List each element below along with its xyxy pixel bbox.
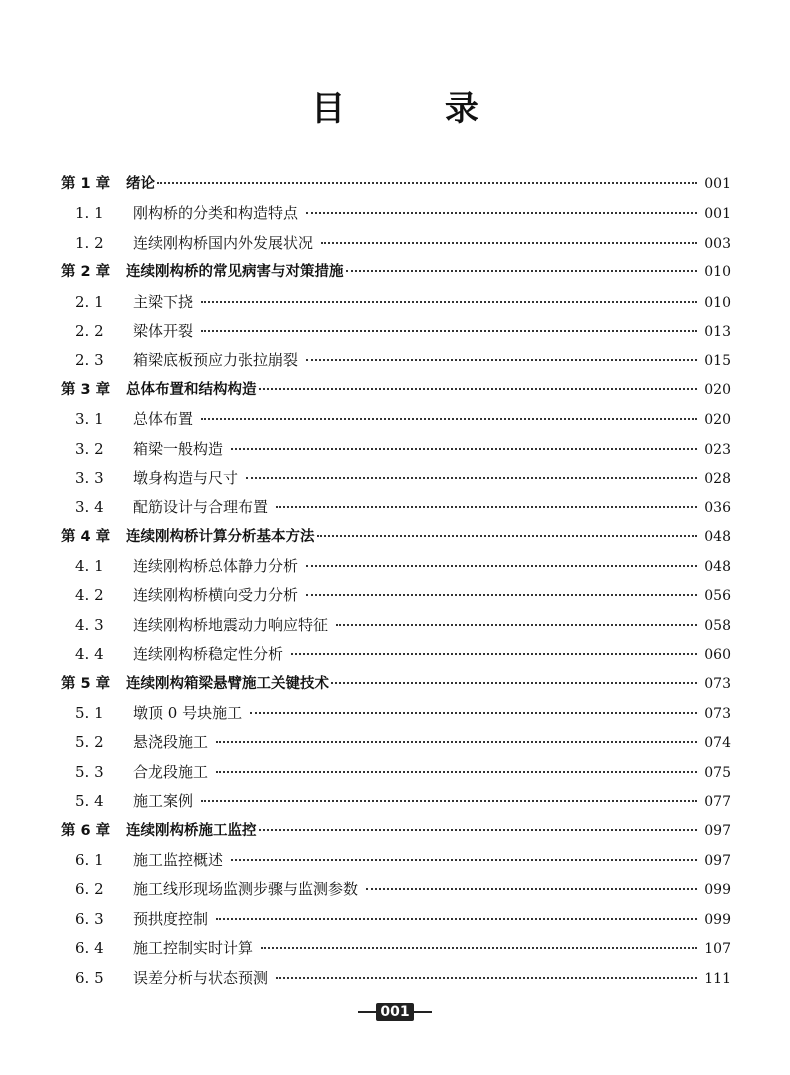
toc-entry-page: 097 (704, 852, 731, 869)
toc-entry-number: 1. 2 (75, 233, 104, 252)
footer-rule-left (358, 1011, 376, 1013)
toc-dot-leader (331, 682, 697, 684)
toc-section-entry[interactable] (61, 199, 731, 228)
toc-section-entry[interactable] (61, 317, 731, 346)
toc-dot-leader (259, 388, 698, 390)
toc-dot-leader (366, 888, 697, 890)
toc-dot-leader (317, 535, 698, 537)
toc-dot-leader (259, 829, 698, 831)
toc-entry-title: 总体布置和结构构造 (126, 381, 257, 398)
toc-entry-number: 第 6 章 (61, 822, 111, 839)
toc-section-entry[interactable] (61, 581, 731, 610)
toc-entry-number: 4. 3 (75, 615, 104, 634)
toc-entry-number: 1. 1 (75, 204, 104, 223)
toc-entry-page: 107 (704, 941, 731, 958)
toc-entry-title: 主梁下挠 (133, 292, 194, 311)
toc-section-entry[interactable] (61, 552, 731, 581)
toc-entry-page: 111 (704, 970, 731, 987)
toc-entry-title: 连续刚构桥总体静力分析 (133, 557, 299, 576)
toc-dot-leader (216, 741, 697, 743)
toc-entry-title: 总体布置 (133, 410, 194, 429)
toc-entry-page: 074 (704, 735, 731, 752)
toc-chapter-entry[interactable] (61, 376, 731, 405)
toc-entry-page: 003 (704, 235, 731, 252)
toc-entry-page: 077 (704, 794, 731, 811)
toc-entry-number: 5. 2 (75, 733, 104, 752)
toc-entry-page: 001 (704, 176, 731, 192)
footer-rule-right (414, 1011, 432, 1013)
toc-section-entry[interactable] (61, 964, 731, 993)
page-number-footer (0, 1003, 790, 1021)
toc-entry-page: 097 (704, 822, 731, 839)
toc-section-entry[interactable] (61, 405, 731, 434)
toc-dot-leader (306, 565, 697, 567)
toc-chapter-entry[interactable] (61, 258, 731, 287)
toc-entry-number: 4. 1 (75, 557, 104, 576)
toc-entry-page: 060 (704, 647, 731, 664)
toc-entry-page: 058 (704, 617, 731, 634)
toc-entry-number: 5. 1 (75, 704, 104, 723)
toc-section-entry[interactable] (61, 728, 731, 757)
toc-dot-leader (246, 477, 697, 479)
toc-entry-title: 合龙段施工 (133, 762, 209, 781)
toc-entry-number: 2. 3 (75, 351, 104, 370)
toc-chapter-entry[interactable] (61, 817, 731, 846)
toc-entry-number: 第 1 章 (61, 176, 111, 192)
toc-entry-number: 3. 2 (75, 439, 104, 458)
toc-entry-number: 6. 1 (75, 850, 104, 869)
toc-entry-title: 施工监控概述 (133, 850, 224, 869)
toc-entry-number: 第 3 章 (61, 381, 111, 398)
toc-entry-title: 连续刚构桥稳定性分析 (133, 645, 284, 664)
toc-entry-page: 015 (704, 353, 731, 370)
toc-entry-page: 048 (704, 528, 731, 545)
toc-entry-page: 010 (704, 294, 731, 311)
toc-entry-number: 6. 2 (75, 880, 104, 899)
toc-entry-title: 墩身构造与尺寸 (133, 468, 239, 487)
toc-dot-leader (306, 594, 697, 596)
toc-section-entry[interactable] (61, 493, 731, 522)
toc-entry-title: 刚构桥的分类和构造特点 (133, 204, 299, 223)
toc-section-entry[interactable] (61, 288, 731, 317)
toc-entry-number: 2. 2 (75, 321, 104, 340)
toc-dot-leader (276, 977, 697, 979)
toc-section-entry[interactable] (61, 640, 731, 669)
toc-entry-title: 预拱度控制 (133, 909, 209, 928)
toc-entry-title: 施工控制实时计算 (133, 939, 254, 958)
toc-chapter-entry[interactable] (61, 523, 731, 552)
toc-entry-title: 绪论 (126, 176, 155, 192)
toc-entry-number: 6. 5 (75, 968, 104, 987)
toc-section-entry[interactable] (61, 934, 731, 963)
toc-entry-title: 施工案例 (133, 792, 194, 811)
toc-entry-title: 连续刚构桥横向受力分析 (133, 586, 299, 605)
toc-dot-leader (201, 418, 697, 420)
toc-section-entry[interactable] (61, 905, 731, 934)
toc-entry-page: 001 (704, 206, 731, 223)
toc-dot-leader (306, 212, 697, 214)
toc-section-entry[interactable] (61, 435, 731, 464)
toc-entry-title: 悬浇段施工 (133, 733, 209, 752)
toc-section-entry[interactable] (61, 699, 731, 728)
toc-entry-page: 073 (704, 706, 731, 723)
toc-entry-title: 施工线形现场监测步骤与监测参数 (133, 880, 359, 899)
toc-section-entry[interactable] (61, 611, 731, 640)
table-of-contents (61, 170, 731, 993)
toc-entry-number: 3. 4 (75, 498, 104, 517)
toc-dot-leader (201, 330, 697, 332)
toc-section-entry[interactable] (61, 846, 731, 875)
toc-entry-title: 连续刚构桥施工监控 (126, 822, 257, 839)
toc-entry-title: 连续刚构桥地震动力响应特征 (133, 615, 329, 634)
toc-chapter-entry[interactable] (61, 670, 731, 699)
toc-entry-page: 028 (704, 470, 731, 487)
toc-dot-leader (231, 859, 697, 861)
toc-entry-number: 5. 4 (75, 792, 104, 811)
toc-dot-leader (216, 771, 697, 773)
toc-dot-leader (336, 624, 697, 626)
toc-entry-page: 099 (704, 911, 731, 928)
toc-entry-number: 3. 3 (75, 468, 104, 487)
toc-entry-page: 023 (704, 441, 731, 458)
toc-entry-page: 048 (704, 559, 731, 576)
page-number: 001 (376, 1003, 413, 1021)
toc-dot-leader (261, 947, 697, 949)
toc-section-entry[interactable] (61, 229, 731, 258)
toc-dot-leader (231, 448, 697, 450)
toc-entry-page: 020 (704, 412, 731, 429)
toc-dot-leader (201, 800, 697, 802)
toc-entry-page: 099 (704, 882, 731, 899)
toc-dot-leader (346, 270, 698, 272)
toc-entry-page: 020 (704, 381, 731, 398)
page-title: 目 录 (311, 89, 523, 129)
toc-entry-page: 056 (704, 588, 731, 605)
toc-entry-number: 2. 1 (75, 292, 104, 311)
toc-entry-title: 配筋设计与合理布置 (133, 498, 269, 517)
toc-entry-title: 误差分析与状态预测 (133, 968, 269, 987)
toc-entry-title: 墩顶 0 号块施工 (133, 704, 243, 723)
toc-dot-leader (201, 301, 697, 303)
toc-section-entry[interactable] (61, 758, 731, 787)
toc-entry-page: 010 (704, 264, 731, 281)
toc-dot-leader (321, 242, 697, 244)
toc-dot-leader (250, 712, 697, 714)
toc-entry-page: 013 (704, 323, 731, 340)
toc-entry-title: 箱梁底板预应力张拉崩裂 (133, 351, 299, 370)
toc-entry-page: 036 (704, 500, 731, 517)
toc-dot-leader (216, 918, 697, 920)
toc-entry-number: 6. 4 (75, 939, 104, 958)
toc-section-entry[interactable] (61, 787, 731, 816)
toc-entry-title: 箱梁一般构造 (133, 439, 224, 458)
toc-dot-leader (306, 359, 697, 361)
toc-entry-number: 3. 1 (75, 410, 104, 429)
toc-dot-leader (276, 506, 697, 508)
toc-entry-number: 第 2 章 (61, 264, 111, 281)
toc-entry-page: 073 (704, 675, 731, 692)
toc-entry-number: 4. 2 (75, 586, 104, 605)
toc-entry-number: 第 4 章 (61, 528, 111, 545)
toc-chapter-entry[interactable] (61, 170, 731, 199)
toc-dot-leader (157, 182, 697, 184)
toc-entry-number: 5. 3 (75, 762, 104, 781)
toc-section-entry[interactable] (61, 875, 731, 904)
toc-entry-title: 连续刚构桥的常见病害与对策措施 (126, 264, 344, 281)
toc-dot-leader (291, 653, 697, 655)
toc-entry-number: 第 5 章 (61, 675, 111, 692)
toc-entry-title: 连续刚构桥国内外发展状况 (133, 233, 314, 252)
toc-entry-title: 连续刚构桥计算分析基本方法 (126, 528, 315, 545)
toc-entry-number: 4. 4 (75, 645, 104, 664)
toc-entry-number: 6. 3 (75, 909, 104, 928)
toc-section-entry[interactable] (61, 346, 731, 375)
toc-entry-title: 连续刚构箱梁悬臂施工关键技术 (126, 675, 329, 692)
toc-entry-title: 梁体开裂 (133, 321, 194, 340)
toc-entry-page: 075 (704, 764, 731, 781)
toc-section-entry[interactable] (61, 464, 731, 493)
